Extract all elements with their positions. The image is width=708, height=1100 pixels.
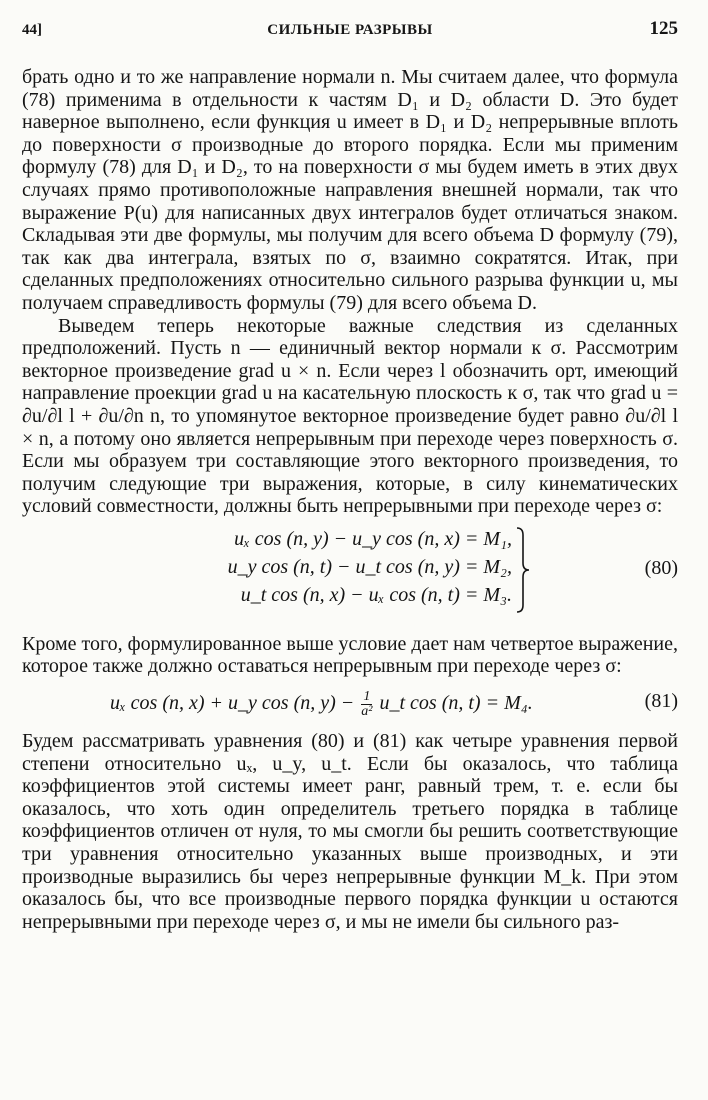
running-header [22,18,678,48]
paragraph-1: брать одно и то же направление нормали n. Мы считаем далее, что формула (78) применима в отдельности к частям D₁ и D₂ области D. Это будет наверное выполнено, если функция u имеет в D₁ и D₂ непрерывные вплоть до поверхности σ производные до второго порядка. Если мы применим формулу (78) для D₁ и D₂, то на поверхности σ мы будем иметь в этих двух случаях прямо противоположные направления внешней нормали, так что выражение P(u) для написанных двух интегралов будет отличаться знаком. Складывая эти две формулы, мы получим для всего объема D формулу (79), так как два интеграла, взятых по σ, взаимно сократятся. Итак, при сделанных предположениях относительно сильного разрыва функции u, мы получаем справедливость формулы (79) для всего объема D. [22,66,678,314]
section-marker: 44] [22,22,42,38]
right-brace [516,527,530,613]
equation-81-right: u_t cos (n, t) = M₄. [374,692,533,715]
paragraph-4: Будем рассматривать уравнения (80) и (81) как четыре уравнения первой степени относительно uₓ, u_y, u_t. Если бы оказалось, что таблица коэффициентов этой системы имеет ранг, равный трем, т. е. если бы оказалось, что хоть один определитель третьего порядка в таблице коэффициентов отличен от нуля, то мы смогли бы решить соответствующие три уравнения относительно указанных выше производных, и эти производные выразились бы через непрерывные функции M_k. При этом оказалось бы, что все производные первого порядка функции u остаются непрерывными при переходе через σ, и мы не имели бы сильного раз- [22,730,678,933]
paragraph-3: Кроме того, формулированное выше условие дает нам четвертое выражение, которое также должно оставаться непрерывным при переходе через σ: [22,632,679,678]
fraction-denominator: a² [361,704,373,720]
running-title: СИЛЬНЫЕ РАЗРЫВЫ [267,22,433,38]
equation-80-line-2: u_y cos (n, t) − u_t cos (n, y) = M₂, [227,555,512,578]
equation-81-number: (81) [644,690,678,713]
equation-80 [22,525,678,619]
page-number: 125 [649,18,678,39]
equation-80-line-1: uₓ cos (n, y) − u_y cos (n, x) = M₁, [234,527,512,550]
equation-81-left: uₓ cos (n, x) + u_y cos (n, y) − [110,692,360,715]
equation-80-line-3: u_t cos (n, x) − uₓ cos (n, t) = M₃. [240,583,512,606]
equation-80-number: (80) [644,556,678,579]
equation-81-fraction [361,690,372,719]
paragraph-2: Выведем теперь некоторые важные следствия из сделанных предположений. Пусть n — единичный вектор нормали к σ. Рассмотрим векторное произведение grad u × n. Если через l обозначить орт, имеющий направление проекции grad u на касательную плоскость к σ, так что grad u = ∂u/∂l l + ∂u/∂n n, то упомянутое векторное произведение будет равно ∂u/∂l l × n, а потому оно является непрерывным при переходе через поверхность σ. Если мы образуем три составляющие этого векторного произведения, то получим следующие три выражения, которые, в силу кинематических условий совместности, должны быть непрерывными при переходе через σ: [22,314,678,518]
page-body [22,66,678,933]
fraction-numerator: 1 [361,690,372,705]
equation-81 [22,682,678,722]
